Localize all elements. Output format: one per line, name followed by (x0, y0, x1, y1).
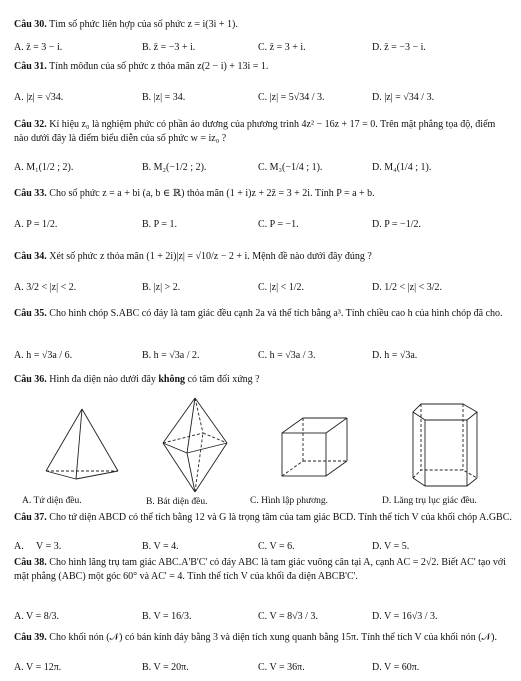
question-text: Tính môđun của số phức z thỏa mãn z(2 − i) + 13i = 1. (49, 61, 269, 72)
question-36 (14, 373, 512, 387)
option-c[interactable]: C. |z| < 1/2. (258, 282, 305, 293)
options-33 (14, 217, 512, 233)
question-number: Câu 33. (14, 188, 47, 199)
question-33 (14, 187, 512, 201)
option-b[interactable]: B. h = √3a / 2. (142, 350, 200, 361)
option-c[interactable]: C. V = 6. (258, 541, 295, 552)
option-c[interactable]: C. V = 8√3 / 3. (258, 611, 318, 622)
question-39 (14, 631, 512, 645)
tetrahedron-figure (42, 405, 122, 483)
question-number: Câu 31. (14, 61, 47, 72)
option-a[interactable]: A. z̄ = 3 − i. (14, 42, 63, 53)
option-a[interactable]: A. V = 12π. (14, 662, 62, 673)
options-30 (14, 40, 512, 56)
option-c[interactable]: C. h = √3a / 3. (258, 350, 316, 361)
option-a[interactable]: A. |z| = √34. (14, 92, 64, 103)
figure-caption-d[interactable]: D. Lăng trụ lục giác đều. (382, 496, 477, 506)
options-34 (14, 280, 512, 296)
option-c[interactable]: C. z̄ = 3 + i. (258, 42, 306, 53)
question-number: Câu 35. (14, 308, 47, 319)
hexagonal-prism-figure (409, 400, 481, 492)
option-c[interactable]: C. V = 36π. (258, 662, 305, 673)
question-number: Câu 34. (14, 251, 47, 262)
option-a[interactable]: A. V = 3. (14, 541, 62, 552)
question-text: Cho số phức z = a + bi (a, b ∈ ℝ) thỏa mãn (1 + i)z + 2z̄ = 3 + 2i. Tính P = a + b. (49, 188, 375, 199)
option-b[interactable]: B. V = 16/3. (142, 611, 192, 622)
option-c[interactable]: C. P = −1. (258, 219, 299, 230)
question-text: Xét số phức z thỏa mãn (1 + 2i)|z| = √10/z − 2 + i. Mệnh đề nào dưới đây đúng ? (49, 251, 372, 262)
options-39 (14, 660, 512, 676)
option-a[interactable]: A. h = √3a / 6. (14, 350, 73, 361)
question-text-post: có tâm đối xứng ? (185, 374, 260, 385)
question-31 (14, 60, 512, 74)
question-number: Câu 32. (14, 119, 47, 130)
options-32 (14, 160, 512, 176)
option-d[interactable]: D. V = 5. (372, 541, 410, 552)
option-b[interactable]: B. V = 4. (142, 541, 179, 552)
option-b[interactable]: B. |z| = 34. (142, 92, 186, 103)
question-number: Câu 39. (14, 632, 47, 643)
option-d[interactable]: D. |z| = √34 / 3. (372, 92, 435, 103)
option-b[interactable]: B. P = 1. (142, 219, 177, 230)
figure-caption-c[interactable]: C. Hình lập phương. (250, 496, 328, 506)
question-text-emphasis: không (158, 374, 186, 385)
question-number: Câu 30. (14, 19, 47, 30)
octahedron-figure (159, 395, 231, 495)
question-38 (14, 556, 512, 584)
question-37 (14, 511, 512, 525)
question-35 (14, 307, 512, 321)
option-d[interactable]: D. M₄(1/4 ; 1). (372, 162, 432, 173)
option-c[interactable]: C. |z| = 5√34 / 3. (258, 92, 325, 103)
question-number: Câu 38. (14, 557, 47, 568)
option-b[interactable]: B. M₂(−1/2 ; 2). (142, 162, 207, 173)
option-a[interactable]: A. P = 1/2. (14, 219, 58, 230)
options-38 (14, 609, 512, 625)
option-c[interactable]: C. M₃(−1/4 ; 1). (258, 162, 323, 173)
option-d[interactable]: D. V = 16√3 / 3. (372, 611, 438, 622)
option-d[interactable]: D. z̄ = −3 − i. (372, 42, 426, 53)
option-d[interactable]: D. V = 60π. (372, 662, 420, 673)
question-number: Câu 36. (14, 374, 47, 385)
option-b[interactable]: B. |z| > 2. (142, 282, 181, 293)
options-31 (14, 90, 512, 106)
options-37 (14, 539, 512, 555)
figure-caption-a[interactable]: A. Tứ diện đều. (22, 496, 82, 506)
question-34 (14, 250, 512, 264)
question-text: Cho hình chóp S.ABC có đáy là tam giác đều cạnh 2a và thể tích bằng a³. Tính chiều cao h của hình chóp đã cho. (49, 308, 503, 319)
question-text-pre: Hình đa diện nào dưới đây (49, 374, 159, 385)
option-d[interactable]: D. P = −1/2. (372, 219, 421, 230)
question-text: Cho khối nón (𝒩) có bán kính đáy bằng 3 và diện tích xung quanh bằng 15π. Tính thể tích V của khối nón (𝒩). (49, 632, 497, 643)
option-d[interactable]: D. 1/2 < |z| < 3/2. (372, 282, 442, 293)
figure-caption-b[interactable]: B. Bát diện đều. (146, 497, 208, 507)
question-text: Cho hình lăng trụ tam giác ABC.A'B'C' có đáy ABC là tam giác vuông cân tại A, cạnh AC = 2√2. Biết AC' tạo với mặt phẳng (ABC) một góc 60° và AC' = 4. Tính thể tích V của khối đa diện ABCB'C'. (14, 557, 506, 582)
option-a[interactable]: A. V = 8/3. (14, 611, 59, 622)
question-32 (14, 118, 512, 146)
question-text: Kí hiệu z₀ là nghiệm phức có phần ảo dương của phương trình 4z² − 16z + 17 = 0. Trên mặt phẳng tọa độ, điểm nào dưới đây là điểm biểu diễn của số phức w = iz₀ ? (14, 119, 496, 144)
option-a[interactable]: A. 3/2 < |z| < 2. (14, 282, 77, 293)
options-35 (14, 348, 512, 364)
option-d[interactable]: D. h = √3a. (372, 350, 418, 361)
option-a[interactable]: A. M₁(1/2 ; 2). (14, 162, 74, 173)
question-30 (14, 18, 512, 32)
option-b[interactable]: B. V = 20π. (142, 662, 189, 673)
question-text: Tìm số phức liên hợp của số phức z = i(3i + 1). (49, 19, 238, 30)
question-text: Cho tứ diện ABCD có thể tích bằng 12 và G là trọng tâm của tam giác BCD. Tính thể tích V của khối chóp A.GBC. (49, 512, 512, 523)
cube-figure (279, 415, 351, 479)
option-b[interactable]: B. z̄ = −3 + i. (142, 42, 196, 53)
question-number: Câu 37. (14, 512, 47, 523)
